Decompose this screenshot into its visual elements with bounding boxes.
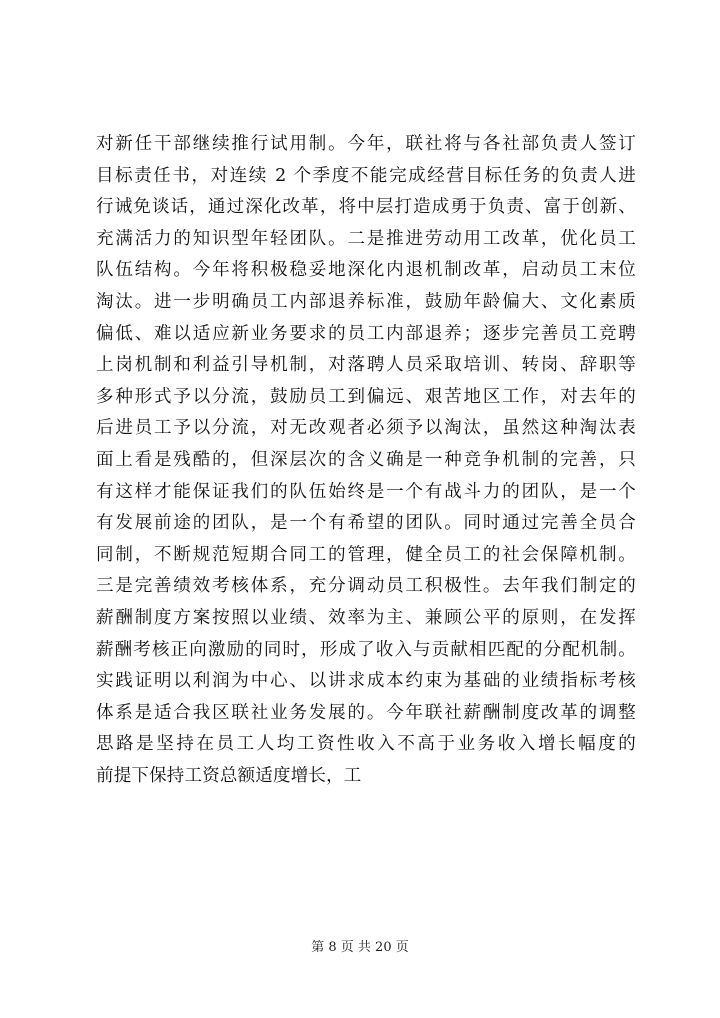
text-line: 面上看是残酷的，但深层次的含义确是一种竞争机制的完善，只 bbox=[96, 449, 636, 470]
text-line: 对新任干部继续推行试用制。今年，联社将与各社部负责人签订 bbox=[96, 134, 636, 154]
page-number: 第 8 页 共 20 页 bbox=[311, 940, 409, 955]
text-line: 前提下保持工资总额适度增长，工 bbox=[96, 765, 362, 786]
text-line: 思路是坚持在员工人均工资性收入不高于业务收入增长幅度的 bbox=[96, 734, 636, 755]
text-line: 三是完善绩效考核体系，充分调动员工积极性。去年我们制定的 bbox=[96, 576, 636, 597]
text-line: 充满活力的知识型年轻团队。二是推进劳动用工改革，优化员工 bbox=[96, 228, 636, 249]
text-line: 偏低、难以适应新业务要求的员工内部退养；逐步完善员工竞聘 bbox=[96, 323, 636, 344]
text-line: 队伍结构。今年将积极稳妥地深化内退机制改革，启动员工末位 bbox=[96, 260, 636, 281]
text-line: 实践证明以利润为中心、以讲求成本约束为基础的业绩指标考核 bbox=[96, 671, 636, 692]
text-line: 淘汰。进一步明确员工内部退养标准，鼓励年龄偏大、文化素质 bbox=[96, 291, 636, 312]
body-text bbox=[96, 129, 636, 792]
text-line: 有这样才能保证我们的队伍始终是一个有战斗力的团队，是一个 bbox=[96, 481, 636, 502]
text-line: 有发展前途的团队，是一个有希望的团队。同时通过完善全员合 bbox=[96, 513, 636, 534]
text-line: 薪酬考核正向激励的同时，形成了收入与贡献相匹配的分配机制。 bbox=[96, 639, 636, 660]
text-line: 薪酬制度方案按照以业绩、效率为主、兼顾公平的原则，在发挥 bbox=[96, 607, 636, 628]
text-line: 同制，不断规范短期合同工的管理，健全员工的社会保障机制。 bbox=[96, 544, 636, 565]
text-line: 多种形式予以分流，鼓励员工到偏远、艰苦地区工作，对去年的 bbox=[96, 386, 636, 407]
text-line: 行诫免谈话，通过深化改革，将中层打造成勇于负责、富于创新、 bbox=[96, 197, 636, 218]
text-line: 体系是适合我区联社业务发展的。今年联社薪酬制度改革的调整 bbox=[96, 702, 636, 723]
text-line: 目标责任书，对连续 2 个季度不能完成经营目标任务的负责人进 bbox=[96, 165, 636, 186]
text-line: 后进员工予以分流，对无改观者必须予以淘汰，虽然这种淘汰表 bbox=[96, 418, 636, 439]
page-footer bbox=[0, 938, 720, 958]
text-line: 上岗机制和利益引导机制，对落聘人员采取培训、转岗、辞职等 bbox=[96, 355, 636, 376]
